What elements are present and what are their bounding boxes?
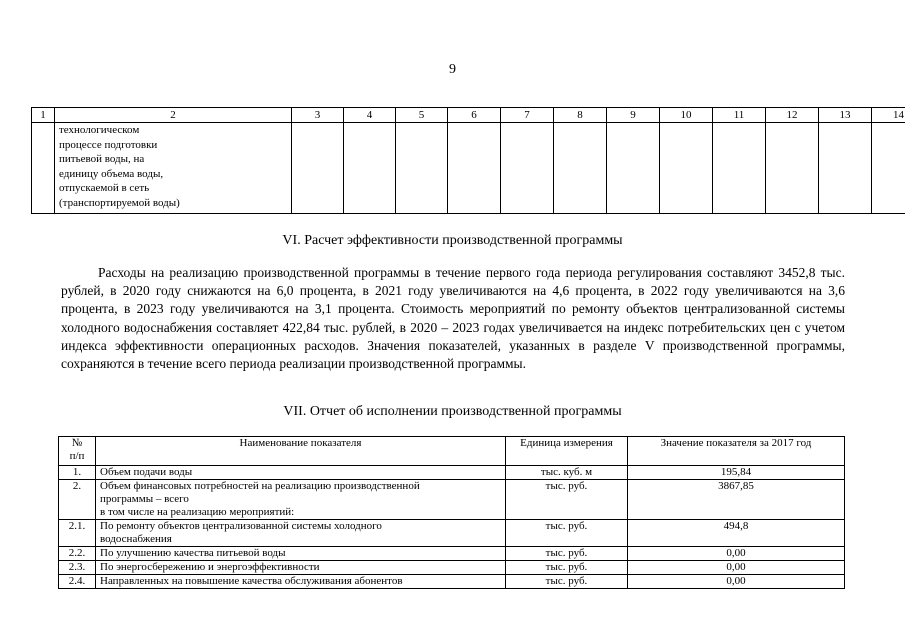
column-number: 7 [501, 108, 554, 123]
table-cell [396, 123, 448, 214]
table-cell [607, 123, 660, 214]
row-number: 2.1. [59, 520, 96, 547]
section-7-title: VII. Отчет об исполнении производственной программы [283, 404, 622, 419]
column-number: 2 [55, 108, 292, 123]
table-row [59, 547, 845, 561]
value: 0,00 [628, 561, 845, 575]
table-cell [344, 123, 396, 214]
header-indicator-name: Наименование показателя [96, 437, 506, 466]
indicator-text-line: (транспортируемой воды) [59, 196, 180, 209]
table-row [59, 561, 845, 575]
indicator-name [96, 520, 506, 547]
indicator-name [96, 547, 506, 561]
unit: тыс. куб. м [506, 466, 628, 480]
indicator-name-line: Объем подачи воды [100, 466, 193, 478]
header-number [59, 437, 96, 466]
header-number-line: п/п [69, 450, 85, 462]
indicator-text-line: отпускаемой в сеть [59, 182, 150, 195]
table-cell [32, 123, 55, 214]
indicator-name-line: водоснабжения [100, 533, 172, 545]
indicator-name [96, 480, 506, 520]
value: 0,00 [628, 547, 845, 561]
page-number: 9 [449, 62, 456, 77]
indicator-name-line: По энергосбережению и энергоэффективности [100, 561, 320, 573]
table-cell [448, 123, 501, 214]
row-number: 2.3. [59, 561, 96, 575]
table-cell [660, 123, 713, 214]
column-number: 8 [554, 108, 607, 123]
table-cell [554, 123, 607, 214]
table-cell [819, 123, 872, 214]
unit: тыс. руб. [506, 561, 628, 575]
indicator-name-line: в том числе на реализацию мероприятий: [100, 506, 295, 518]
table-row [32, 123, 905, 214]
indicator-text-line: единицу объема воды, [59, 167, 164, 180]
unit: тыс. руб. [506, 575, 628, 589]
efficiency-paragraph: Расходы на реализацию производственной программы в течение первого года периода регулирования составляют 3452,8 тыс. рублей, в 2020 году снижаются на 6,0 процента, в 2021 году увеличиваются на 4,6 процента, в 2022 году увеличиваются на 3,6 процента, в 2023 году увеличиваются на 3,1 процента. Стоимость мероприятий по ремонту объектов централизованной системы холодного водоснабжения составляет 422,84 тыс. рублей, в 2020 – 2023 годах увеличивается на индекс потребительских цен с учетом индекса эффективности операционных расходов. Значения показателей, указанных в разделе V производственной программы, сохраняются в течение всего периода реализации производственной программы. [61, 265, 845, 372]
row-number: 2. [59, 480, 96, 520]
column-number: 10 [660, 108, 713, 123]
value: 0,00 [628, 575, 845, 589]
header-value: Значение показателя за 2017 год [628, 437, 845, 466]
table-cell [501, 123, 554, 214]
unit: тыс. руб. [506, 547, 628, 561]
indicator-name-line: Объем финансовых потребностей на реализацию производственной [100, 480, 420, 492]
row-number: 2.4. [59, 575, 96, 589]
unit: тыс. руб. [506, 480, 628, 520]
table-row [59, 575, 845, 589]
unit: тыс. руб. [506, 520, 628, 547]
indicator-text-line: технологическом [59, 124, 140, 136]
table-row [59, 466, 845, 480]
column-number: 3 [292, 108, 344, 123]
header-number-line: № [71, 437, 83, 449]
indicator-name-cell [55, 123, 292, 214]
indicator-name-line: По ремонту объектов централизованной системы холодного [100, 520, 382, 532]
column-number: 14 [872, 108, 905, 123]
column-number: 12 [766, 108, 819, 123]
indicator-name [96, 561, 506, 575]
table-cell [872, 123, 905, 214]
value: 494,8 [628, 520, 845, 547]
header-unit: Единица измерения [506, 437, 628, 466]
column-number: 9 [607, 108, 660, 123]
indicator-name-line: программы – всего [100, 493, 189, 505]
indicator-name [96, 575, 506, 589]
table-cell [713, 123, 766, 214]
indicator-name [96, 466, 506, 480]
table-row [59, 520, 845, 547]
program-report-table [58, 436, 845, 589]
indicator-name-line: По улучшению качества питьевой воды [100, 547, 286, 559]
column-number: 11 [713, 108, 766, 123]
value: 3867,85 [628, 480, 845, 520]
row-number: 2.2. [59, 547, 96, 561]
column-number: 6 [448, 108, 501, 123]
indicators-table-continuation [31, 107, 905, 214]
column-number-row [32, 108, 905, 123]
value: 195,84 [628, 466, 845, 480]
table-row [59, 480, 845, 520]
section-6-title: VI. Расчет эффективности производственной программы [282, 233, 623, 248]
table-cell [766, 123, 819, 214]
indicator-text-line: процессе подготовки [59, 138, 158, 151]
indicator-text-line: питьевой воды, на [59, 153, 145, 166]
column-number: 5 [396, 108, 448, 123]
column-number: 1 [32, 108, 55, 123]
column-number: 4 [344, 108, 396, 123]
indicator-name-line: Направленных на повышение качества обслуживания абонентов [100, 575, 403, 587]
table-cell [292, 123, 344, 214]
column-number: 13 [819, 108, 872, 123]
row-number: 1. [59, 466, 96, 480]
table-header-row [59, 437, 845, 466]
